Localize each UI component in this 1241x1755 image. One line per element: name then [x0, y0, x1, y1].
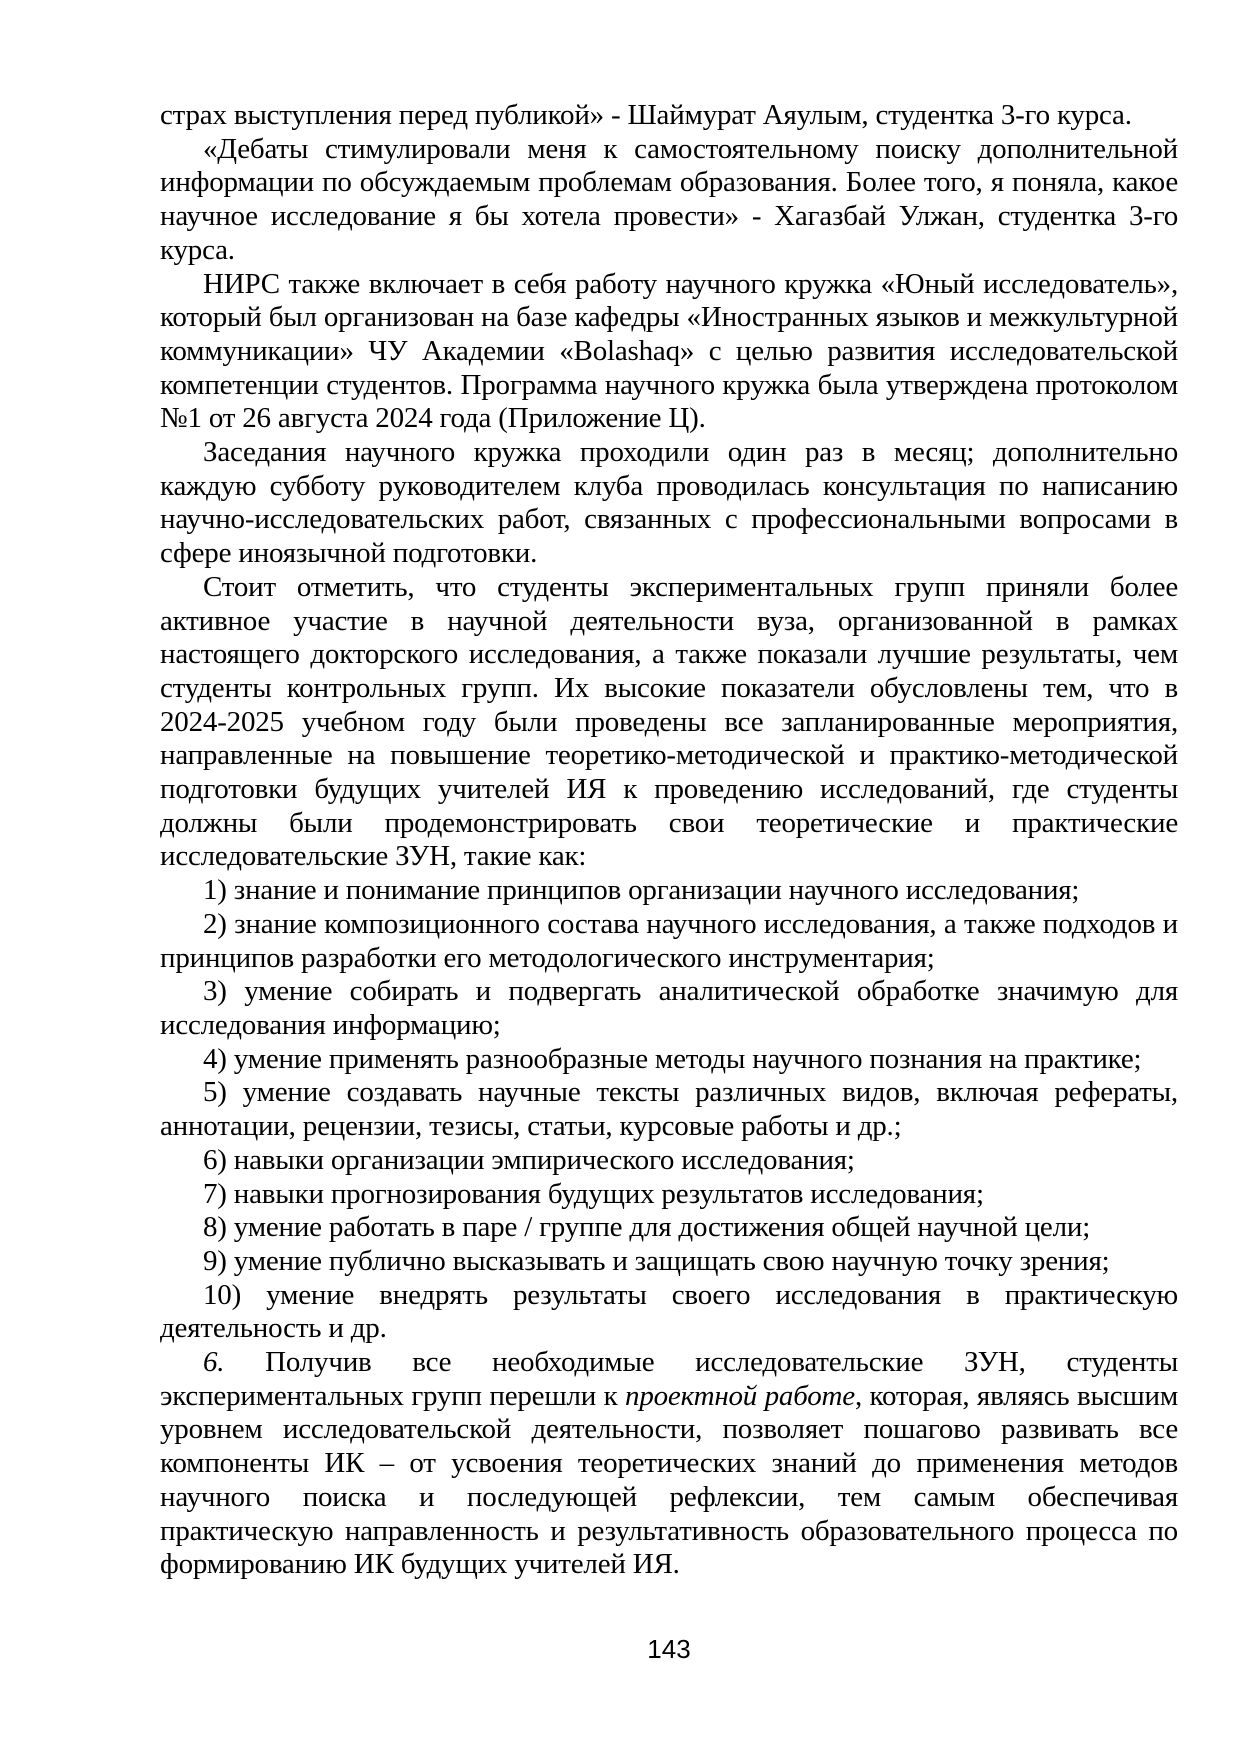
text-segment: Стоит отметить, что студенты экспериментальных групп приняли более активное участие в научной деятельности вуза, организованной в рамках настоящего докторского исследования, а также показали лучшие результаты, чем студенты контрольных групп. Их высокие показатели обусловлены тем, что в 2024-2025 учебном году были проведены все запланированные мероприятия, направленные на повышение теоретико-методической и практико-методической подготовки будущих учителей ИЯ к проведению исследований, где студенты должны были продемонстрировать свои теоретические и практические исследовательские ЗУН, такие как: — [160, 570, 1178, 873]
text-segment: 3) умение собирать и подвергать аналитической обработке значимую для исследования информацию; — [160, 975, 1178, 1041]
text-segment: 4) умение применять разнообразные методы научного познания на практике; — [203, 1042, 1142, 1075]
paragraph — [160, 1144, 1178, 1178]
text-segment: 9) умение публично высказывать и защищать свою научную точку зрения; — [203, 1244, 1110, 1277]
paragraph — [160, 133, 1178, 268]
text-segment: «Дебаты стимулировали меня к самостоятельному поиску дополнительной информации по обсуждаемым проблемам образования. Более того, я поняла, какое научное исследование я бы хотела провести» - Хагазбай Улжан, студентка 3-го курса. — [160, 132, 1178, 266]
text-segment: 6. — [203, 1346, 225, 1379]
text-segment: страх выступления перед публикой» - Шаймурат Аяулым, студентка 3-го курса. — [160, 99, 1132, 131]
text-segment: 1) знание и понимание принципов организации научного исследования; — [203, 874, 1080, 907]
text-segment: Получив все необходимые исследовательские ЗУН, студенты экспериментальных групп перешли к — [160, 1346, 1178, 1412]
text-segment: 2) знание композиционного состава научного исследования, а также подходов и принципов разработки его методологического инструментария; — [160, 907, 1178, 974]
text-segment: 10) умение внедрять результаты своего исследования в практическую деятельность и др. — [160, 1278, 1178, 1345]
paragraph — [160, 1279, 1178, 1346]
paragraph — [160, 1211, 1178, 1245]
paragraph — [160, 436, 1178, 571]
paragraph — [160, 1043, 1178, 1077]
text-segment: 5) умение создавать научные тексты различных видов, включая рефераты, аннотации, рецензии, тезисы, статьи, курсовые работы и др.; — [160, 1076, 1178, 1143]
paragraph — [160, 1245, 1178, 1279]
text-segment: НИРС также включает в себя работу научного кружка «Юный исследователь», который был организован на базе кафедры «Иностранных языков и межкультурной коммуникации» ЧУ Академии «Bolashaq» с целью развития исследовательской компетенции студентов. Программа научного кружка была утверждена протоколом №1 от 26 августа 2024 года (Приложение Ц). — [160, 267, 1178, 435]
paragraph — [160, 975, 1178, 1042]
text-segment: 6) навыки организации эмпирического исследования; — [203, 1143, 855, 1176]
text-segment: , которая, являясь высшим уровнем исследовательской деятельности, позволяет пошагово развивать все компоненты ИК – от усвоения теоретических знаний до применения методов научного поиска и последующей рефлексии, тем самым обеспечивая практическую направленность и результативность образовательного процесса по формированию ИК будущих учителей ИЯ. — [160, 1379, 1179, 1581]
text-segment: проектной работе — [625, 1379, 855, 1412]
text-segment: Заседания научного кружка проходили один раз в месяц; дополнительно каждую субботу руководителем клуба проводилась консультация по написанию научно-исследовательских работ, связанных с профессиональными вопросами в сфере иноязычной подготовки. — [160, 436, 1178, 570]
paragraph — [160, 1076, 1178, 1143]
paragraph — [160, 874, 1178, 908]
paragraph — [160, 99, 1178, 133]
page-number: 143 — [647, 1634, 691, 1664]
paragraph — [160, 268, 1178, 437]
paragraph — [160, 1346, 1178, 1582]
paragraph — [160, 571, 1178, 874]
paragraph — [160, 1178, 1178, 1212]
document-body — [160, 99, 1178, 1582]
text-segment: 8) умение работать в паре / группе для достижения общей научной цели; — [203, 1211, 1091, 1244]
paragraph — [160, 908, 1178, 975]
text-segment: 7) навыки прогнозирования будущих результатов исследования; — [203, 1177, 984, 1210]
